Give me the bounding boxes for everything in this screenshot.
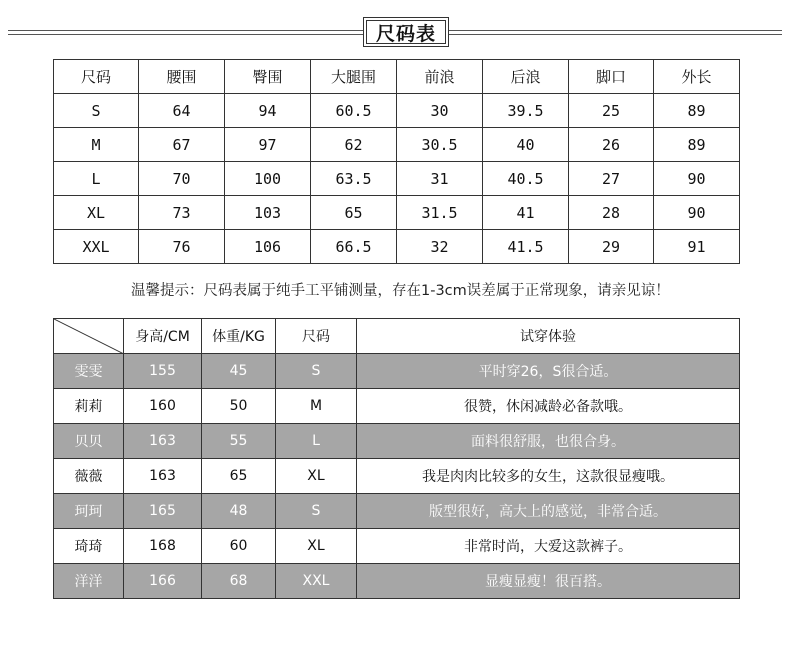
size-value-cell: 94 bbox=[225, 94, 311, 128]
weight-cell: 68 bbox=[202, 564, 276, 599]
size-value-cell: 89 bbox=[654, 94, 740, 128]
model-name-cell: 珂珂 bbox=[54, 494, 124, 529]
height-cell: 168 bbox=[124, 529, 202, 564]
size-value-cell: 39.5 bbox=[483, 94, 569, 128]
diagonal-line bbox=[54, 319, 124, 354]
size-value-cell: 40 bbox=[483, 128, 569, 162]
size-cell: S bbox=[276, 354, 357, 389]
height-cell: 165 bbox=[124, 494, 202, 529]
size-header-cell: 前浪 bbox=[397, 60, 483, 94]
size-value-cell: 73 bbox=[139, 196, 225, 230]
size-value-cell: 30.5 bbox=[397, 128, 483, 162]
height-cell: 163 bbox=[124, 459, 202, 494]
size-value-cell: 103 bbox=[225, 196, 311, 230]
model-name-cell: 贝贝 bbox=[54, 424, 124, 459]
size-value-cell: 64 bbox=[139, 94, 225, 128]
size-cell: XXL bbox=[276, 564, 357, 599]
size-cell: S bbox=[276, 494, 357, 529]
size-value-cell: 65 bbox=[311, 196, 397, 230]
size-value-cell: 26 bbox=[569, 128, 654, 162]
size-value-cell: 31 bbox=[397, 162, 483, 196]
size-header-cell: 臀围 bbox=[225, 60, 311, 94]
size-value-cell: 29 bbox=[569, 230, 654, 264]
height-cell: 155 bbox=[124, 354, 202, 389]
size-value-cell: 30 bbox=[397, 94, 483, 128]
size-row bbox=[54, 230, 740, 264]
fit-comment-cell: 版型很好，高大上的感觉，非常合适。 bbox=[357, 494, 740, 529]
size-value-cell: 28 bbox=[569, 196, 654, 230]
model-row bbox=[54, 354, 740, 389]
model-name-cell: 洋洋 bbox=[54, 564, 124, 599]
size-value-cell: 41 bbox=[483, 196, 569, 230]
fit-header-cell: 尺码 bbox=[276, 319, 357, 354]
size-value-cell: 100 bbox=[225, 162, 311, 196]
size-value-cell: 63.5 bbox=[311, 162, 397, 196]
size-header-cell: 后浪 bbox=[483, 60, 569, 94]
size-value-cell: 106 bbox=[225, 230, 311, 264]
height-cell: 163 bbox=[124, 424, 202, 459]
size-value-cell: 41.5 bbox=[483, 230, 569, 264]
size-header-cell: 腰围 bbox=[139, 60, 225, 94]
size-value-cell: 31.5 bbox=[397, 196, 483, 230]
size-value-cell: 89 bbox=[654, 128, 740, 162]
weight-cell: 45 bbox=[202, 354, 276, 389]
size-value-cell: 60.5 bbox=[311, 94, 397, 128]
fit-header-cell: 身高/CM bbox=[124, 319, 202, 354]
size-value-cell: 67 bbox=[139, 128, 225, 162]
size-value-cell: 27 bbox=[569, 162, 654, 196]
size-label-cell: M bbox=[54, 128, 139, 162]
size-value-cell: 90 bbox=[654, 196, 740, 230]
model-row bbox=[54, 529, 740, 564]
title-rule-left-top bbox=[8, 30, 363, 31]
size-value-cell: 90 bbox=[654, 162, 740, 196]
size-value-cell: 25 bbox=[569, 94, 654, 128]
size-row bbox=[54, 94, 740, 128]
size-value-cell: 70 bbox=[139, 162, 225, 196]
fit-comment-cell: 很赞，休闲减龄必备款哦。 bbox=[357, 389, 740, 424]
fit-comment-cell: 显瘦显瘦！很百搭。 bbox=[357, 564, 740, 599]
size-header-cell: 大腿围 bbox=[311, 60, 397, 94]
fit-experience-table bbox=[53, 318, 740, 599]
fit-header-row bbox=[54, 319, 740, 354]
size-cell: M bbox=[276, 389, 357, 424]
size-value-cell: 40.5 bbox=[483, 162, 569, 196]
size-value-cell: 76 bbox=[139, 230, 225, 264]
model-name-cell: 莉莉 bbox=[54, 389, 124, 424]
size-label-cell: L bbox=[54, 162, 139, 196]
size-cell: L bbox=[276, 424, 357, 459]
size-header-cell: 外长 bbox=[654, 60, 740, 94]
size-header-cell: 尺码 bbox=[54, 60, 139, 94]
weight-cell: 55 bbox=[202, 424, 276, 459]
size-header-row bbox=[54, 60, 740, 94]
fit-comment-cell: 平时穿26，S很合适。 bbox=[357, 354, 740, 389]
size-value-cell: 62 bbox=[311, 128, 397, 162]
size-value-cell: 91 bbox=[654, 230, 740, 264]
size-header-cell: 脚口 bbox=[569, 60, 654, 94]
weight-cell: 60 bbox=[202, 529, 276, 564]
model-name-cell: 薇薇 bbox=[54, 459, 124, 494]
weight-cell: 48 bbox=[202, 494, 276, 529]
size-value-cell: 66.5 bbox=[311, 230, 397, 264]
model-name-cell: 琦琦 bbox=[54, 529, 124, 564]
size-row bbox=[54, 196, 740, 230]
title-rule-left-bottom bbox=[8, 34, 363, 35]
size-value-cell: 32 bbox=[397, 230, 483, 264]
height-cell: 160 bbox=[124, 389, 202, 424]
page-title: 尺码表 bbox=[363, 17, 449, 47]
size-chart-table bbox=[53, 59, 740, 264]
fit-comment-cell: 面料很舒服，也很合身。 bbox=[357, 424, 740, 459]
measurement-tip: 温馨提示：尺码表属于纯手工平铺测量，存在1-3cm误差属于正常现象，请亲见谅！ bbox=[131, 283, 670, 299]
model-row bbox=[54, 389, 740, 424]
model-row bbox=[54, 459, 740, 494]
fit-comment-cell: 我是肉肉比较多的女生，这款很显瘦哦。 bbox=[357, 459, 740, 494]
model-row bbox=[54, 424, 740, 459]
weight-cell: 65 bbox=[202, 459, 276, 494]
size-cell: XL bbox=[276, 459, 357, 494]
size-row bbox=[54, 162, 740, 196]
diagonal-header-cell bbox=[54, 319, 124, 354]
model-name-cell: 雯雯 bbox=[54, 354, 124, 389]
title-rule-right-bottom bbox=[449, 34, 782, 35]
model-row bbox=[54, 564, 740, 599]
size-value-cell: 97 bbox=[225, 128, 311, 162]
fit-header-cell: 体重/KG bbox=[202, 319, 276, 354]
fit-comment-cell: 非常时尚，大爱这款裤子。 bbox=[357, 529, 740, 564]
fit-header-cell: 试穿体验 bbox=[357, 319, 740, 354]
height-cell: 166 bbox=[124, 564, 202, 599]
size-label-cell: XXL bbox=[54, 230, 139, 264]
size-cell: XL bbox=[276, 529, 357, 564]
size-row bbox=[54, 128, 740, 162]
model-row bbox=[54, 494, 740, 529]
weight-cell: 50 bbox=[202, 389, 276, 424]
size-label-cell: XL bbox=[54, 196, 139, 230]
size-label-cell: S bbox=[54, 94, 139, 128]
title-rule-right-top bbox=[449, 30, 782, 31]
